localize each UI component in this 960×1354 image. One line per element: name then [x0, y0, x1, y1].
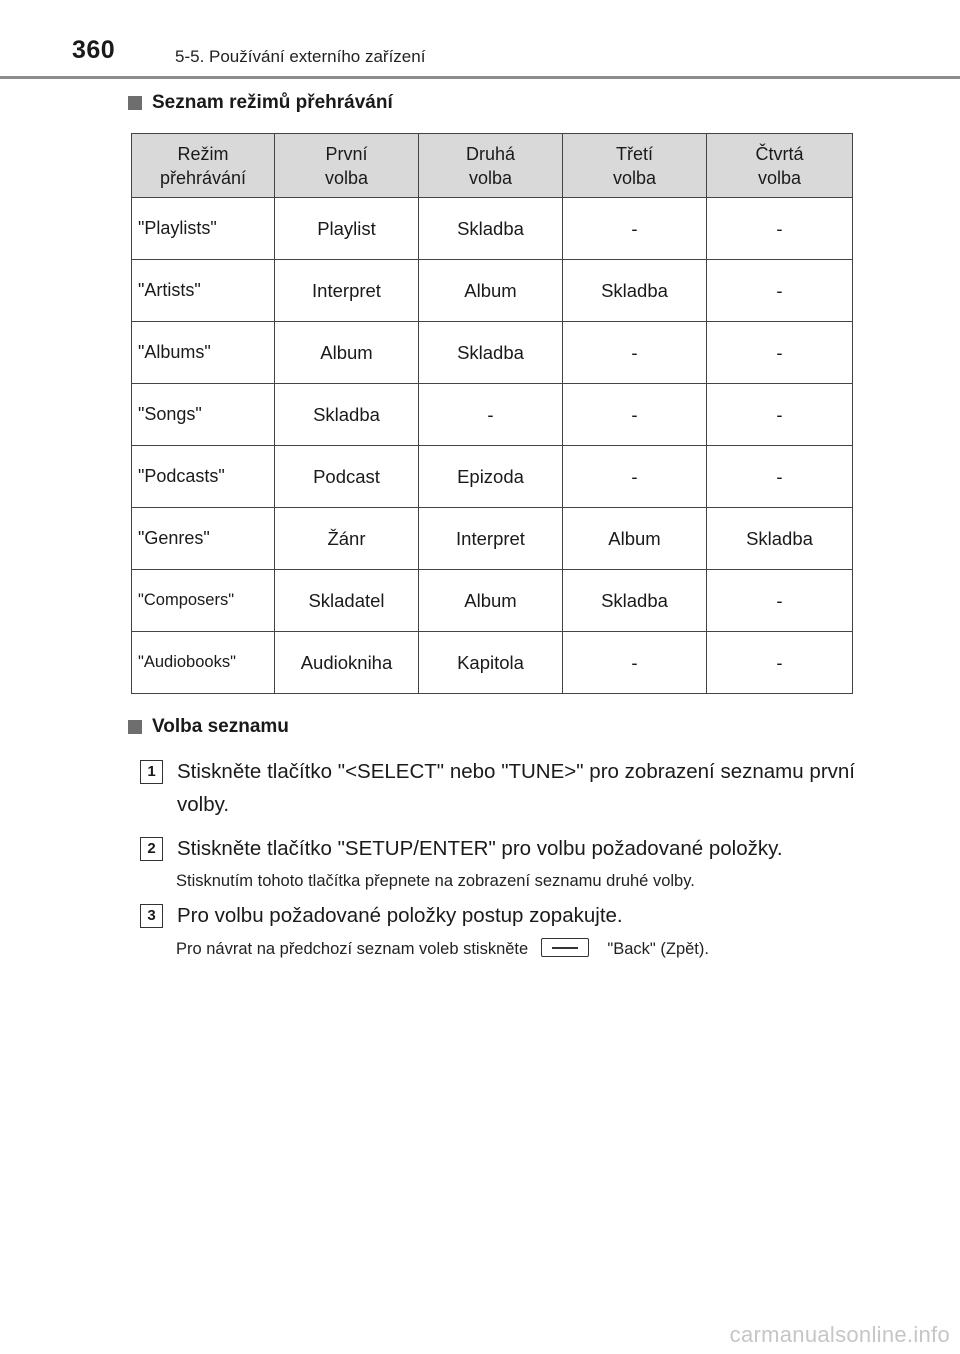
table-cell: Podcast [275, 446, 419, 508]
table-cell: "Playlists" [132, 198, 275, 260]
table-row [132, 322, 853, 384]
table-cell: - [707, 198, 853, 260]
table-cell: - [707, 446, 853, 508]
table-cell: - [563, 446, 707, 508]
table-row [132, 508, 853, 570]
table-cell: - [419, 384, 563, 446]
section-heading-playback-modes [128, 92, 393, 114]
table-cell: Album [275, 322, 419, 384]
note-text-before: Pro návrat na předchozí seznam voleb stiskněte [176, 940, 529, 958]
table-row [132, 260, 853, 322]
section-heading-list-selection [128, 716, 289, 738]
table-cell: - [707, 384, 853, 446]
table-row [132, 632, 853, 694]
table-cell: "Artists" [132, 260, 275, 322]
header-divider [0, 76, 960, 79]
table-cell: Playlist [275, 198, 419, 260]
step-3-note [176, 940, 709, 959]
table-cell: - [707, 632, 853, 694]
table-cell: Album [419, 260, 563, 322]
step-1 [140, 755, 855, 821]
table-header-row [132, 134, 853, 198]
step-number-badge: 3 [140, 904, 163, 928]
table-cell: Skladba [275, 384, 419, 446]
table-row [132, 570, 853, 632]
table-cell: Album [419, 570, 563, 632]
table-cell: - [563, 198, 707, 260]
table-cell: Kapitola [419, 632, 563, 694]
table-cell: - [563, 322, 707, 384]
table-cell: Audiokniha [275, 632, 419, 694]
table-row [132, 446, 853, 508]
step-text: Pro volbu požadované položky postup zopakujte. [177, 904, 623, 927]
step-text: Stiskněte tlačítko "SETUP/ENTER" pro volbu požadované položky. [177, 837, 783, 860]
table-cell: Epizoda [419, 446, 563, 508]
section-heading-text: Volba seznamu [152, 716, 289, 737]
table-row [132, 198, 853, 260]
table-header-cell: Druhá volba [419, 134, 563, 198]
section-heading-text: Seznam režimů přehrávání [152, 92, 393, 113]
table-cell: "Albums" [132, 322, 275, 384]
table-cell: "Songs" [132, 384, 275, 446]
table-header-cell: První volba [275, 134, 419, 198]
table-cell: Skladba [419, 322, 563, 384]
table-cell: Žánr [275, 508, 419, 570]
table-header-cell: Třetí volba [563, 134, 707, 198]
table-cell: Skladba [563, 260, 707, 322]
step-2-note: Stisknutím tohoto tlačítka přepnete na zobrazení seznamu druhé volby. [176, 872, 695, 890]
table-cell: Skladatel [275, 570, 419, 632]
table-header-cell: Režim přehrávání [132, 134, 275, 198]
page-number: 360 [72, 36, 116, 64]
table-cell: Album [563, 508, 707, 570]
table-cell: Interpret [419, 508, 563, 570]
square-bullet-icon [128, 720, 142, 734]
table-cell: "Composers" [132, 570, 275, 632]
table-cell: - [563, 632, 707, 694]
table-cell: Skladba [563, 570, 707, 632]
table-cell: - [707, 570, 853, 632]
watermark: carmanualsonline.info [729, 1322, 950, 1347]
table-cell: Skladba [707, 508, 853, 570]
table-cell: "Genres" [132, 508, 275, 570]
table-cell: "Podcasts" [132, 446, 275, 508]
table-row [132, 384, 853, 446]
table-cell: - [563, 384, 707, 446]
table-cell: "Audiobooks" [132, 632, 275, 694]
step-2 [140, 832, 855, 865]
playback-mode-table [131, 133, 853, 694]
step-3 [140, 899, 855, 932]
chapter-title: 5-5. Používání externího zařízení [175, 47, 426, 66]
table-cell: - [707, 260, 853, 322]
step-number-badge: 1 [140, 760, 163, 784]
table-cell: Interpret [275, 260, 419, 322]
back-button-icon [541, 938, 589, 957]
step-number-badge: 2 [140, 837, 163, 861]
table-cell: Skladba [419, 198, 563, 260]
square-bullet-icon [128, 96, 142, 110]
note-text-after: "Back" (Zpět). [607, 940, 709, 958]
table-header-cell: Čtvrtá volba [707, 134, 853, 198]
step-text: Stiskněte tlačítko "<SELECT" nebo "TUNE>" pro zobrazení seznamu první volby. [177, 760, 855, 816]
table-cell: - [707, 322, 853, 384]
